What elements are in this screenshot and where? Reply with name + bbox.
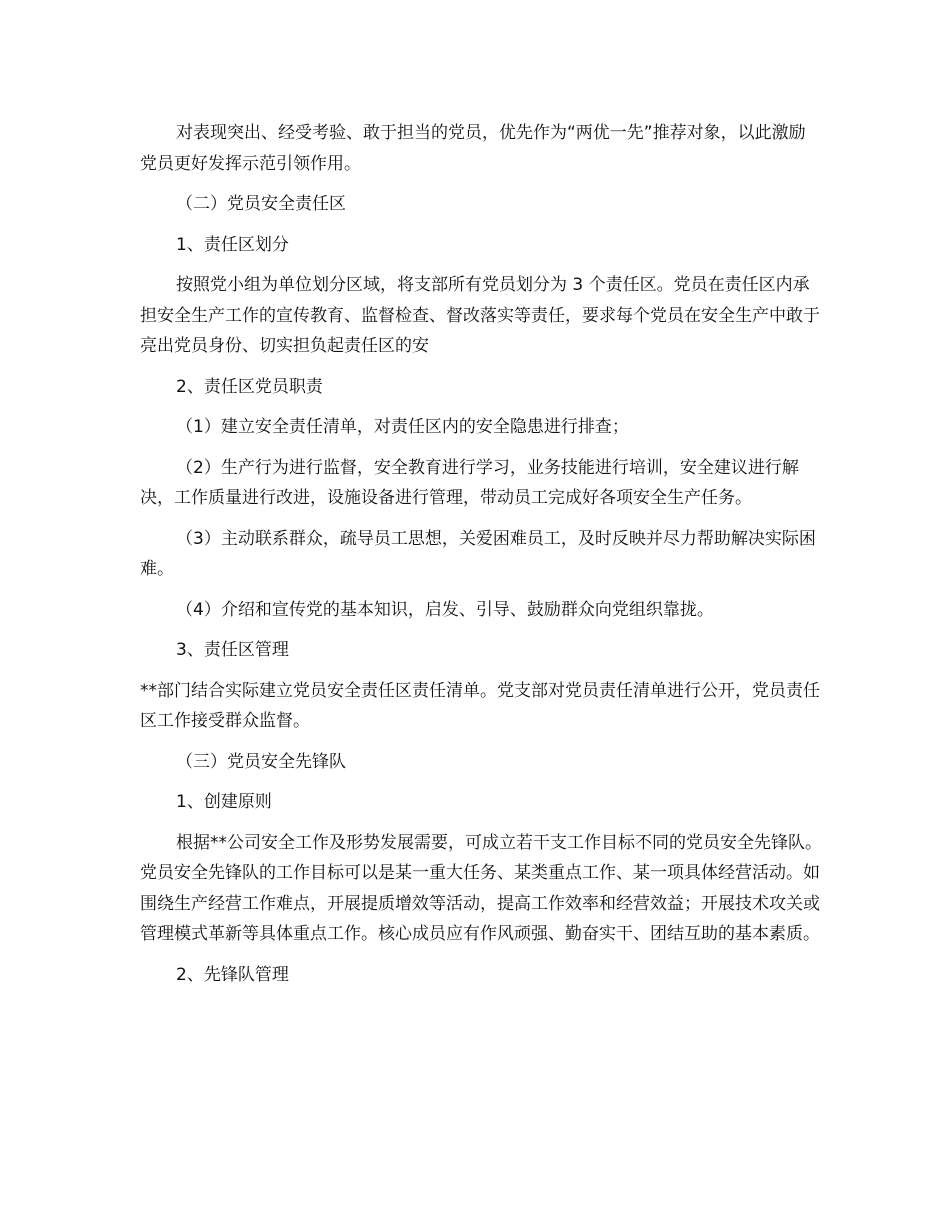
subheading-zone-division: 1、责任区划分 [176, 234, 289, 255]
list-item-duty-4: （4）介绍和宣传党的基本知识，启发、引导、鼓励群众向党组织靠拢。 [176, 599, 714, 620]
list-item-duty-3: （3）主动联系群众，疏导员工思想，关爱困难员工，及时反映并尽力帮助解决实际困难。 [140, 528, 816, 579]
document-body [140, 118, 822, 1000]
list-item-duty-2: （2）生产行为进行监督，安全教育进行学习，业务技能进行培训，安全建议进行解决，工作质量进行改进，设施设备进行管理，带动员工完成好各项安全生产任务。 [140, 457, 799, 508]
section-heading-responsibility-zone: （二）党员安全责任区 [176, 194, 346, 214]
paragraph-zone-management: **部门结合实际建立党员安全责任区责任清单。党支部对党员责任清单进行公开，党员责任区工作接受群众监督。 [140, 680, 820, 731]
list-item-duty-1: （1）建立安全责任清单，对责任区内的安全隐患进行排查； [176, 417, 629, 437]
paragraph-founding-principles: 根据**公司安全工作及形势发展需要，可成立若干支工作目标不同的党员安全先锋队。党员安全先锋队的工作目标可以是某一重大任务、某类重点工作、某一项具体经营活动。如围绕生产经营工作难点，开展提质增效等活动，提高工作效率和经营效益；开展技术攻关或管理模式革新等具体重点工作。核心成员应有作风顽强、勤奋实干、团结互助的基本素质。 [140, 832, 822, 944]
subheading-zone-management: 3、责任区管理 [176, 640, 289, 660]
subheading-vanguard-management: 2、先锋队管理 [176, 964, 289, 985]
paragraph-zone-division: 按照党小组为单位划分区域，将支部所有党员划分为 3 个责任区。党员在责任区内承担安全生产工作的宣传教育、监督检查、督改落实等责任，要求每个党员在安全生产中敢于亮出党员身份、切实担负起责任区的安 [140, 275, 820, 356]
section-heading-vanguard-team: （三）党员安全先锋队 [176, 751, 346, 772]
subheading-founding-principles: 1、创建原则 [176, 792, 272, 812]
subheading-member-duties: 2、责任区党员职责 [176, 376, 323, 397]
paragraph-honor: 对表现突出、经受考验、敢于担当的党员，优先作为“两优一先”推荐对象，以此激励党员更好发挥示范引领作用。 [140, 123, 806, 174]
